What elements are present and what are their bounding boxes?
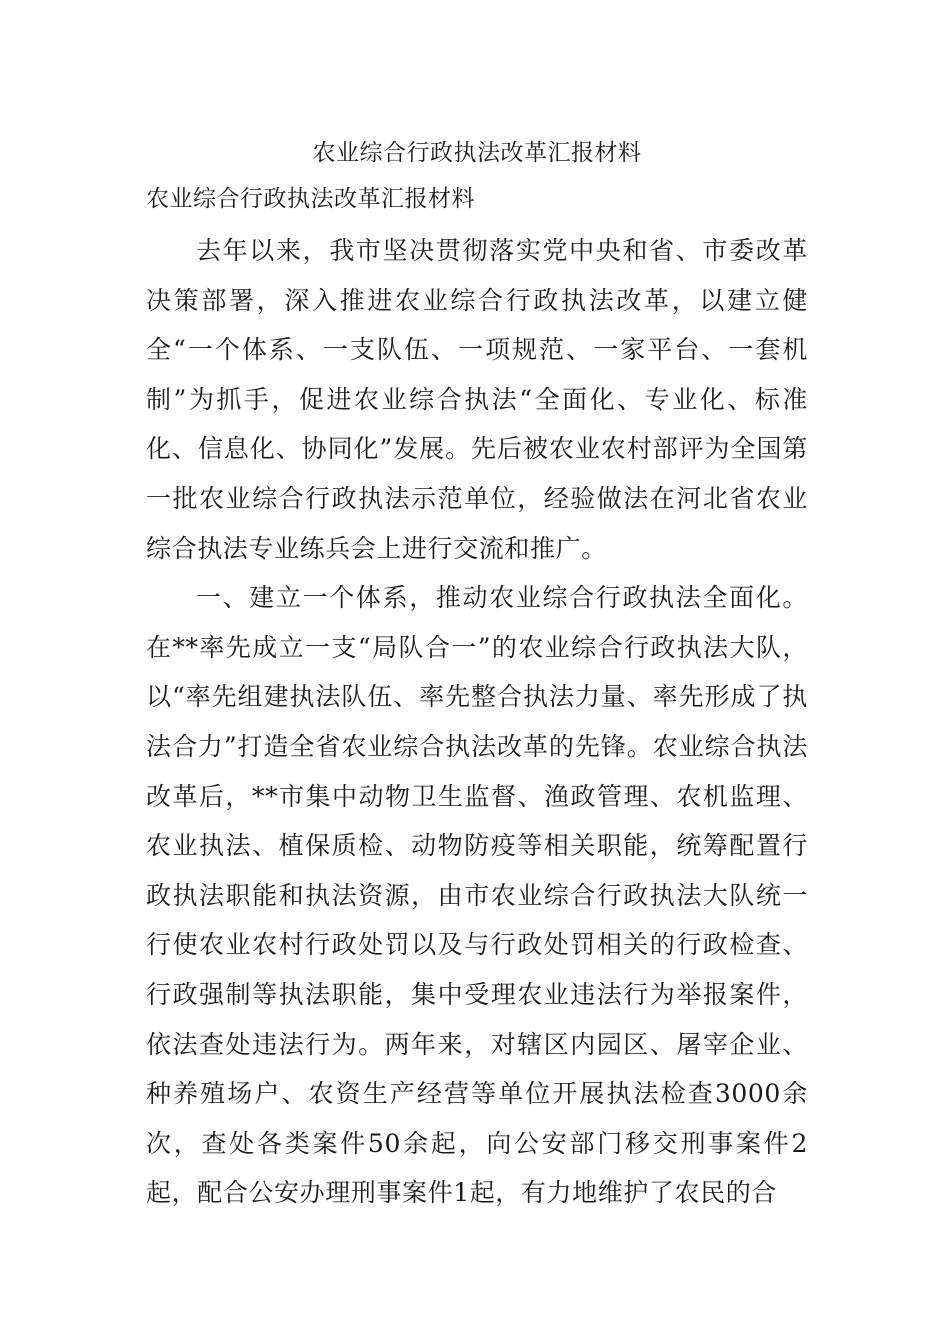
paragraph-intro: 去年以来，我市坚决贯彻落实党中央和省、市委改革决策部署，深入推进农业综合行政执法改革，以建立健全“一个体系、一支队伍、一项规范、一家平台、一套机制”为抓手，促进农业综合执法“全面化、专业化、标准化、信息化、协同化”发展。先后被农业农村部评为全国第一批农业综合行政执法示范单位，经验做法在河北省农业综合执法专业练兵会上进行交流和推广。 <box>146 236 808 563</box>
document-page <box>146 130 808 1218</box>
document-title: 农业综合行政执法改革汇报材料 <box>312 140 642 166</box>
document-subtitle: 农业综合行政执法改革汇报材料 <box>146 186 475 212</box>
paragraph-section-one: 一、建立一个体系，推动农业综合行政执法全面化。在**率先成立一支“局队合一”的农业综合行政执法大队，以“率先组建执法队伍、率先整合执法力量、率先形成了执法合力”打造全省农业综合执法改革的先锋。农业综合执法改革后，**市集中动物卫生监督、渔政管理、农机监理、农业执法、植保质检、动物防疫等相关职能，统筹配置行政执法职能和执法资源，由市农业综合行政执法大队统一行使农业农村行政处罚以及与行政处罚相关的行政检查、行政强制等执法职能，集中受理农业违法行为举报案件，依法查处违法行为。两年来，对辖区内园区、屠宰企业、种养殖场户、农资生产经营等单位开展执法检查3000余次，查处各类案件50余起，向公安部门移交刑事案件2起，配合公安办理刑事案件1起，有力地维护了农民的合 <box>146 583 808 1208</box>
